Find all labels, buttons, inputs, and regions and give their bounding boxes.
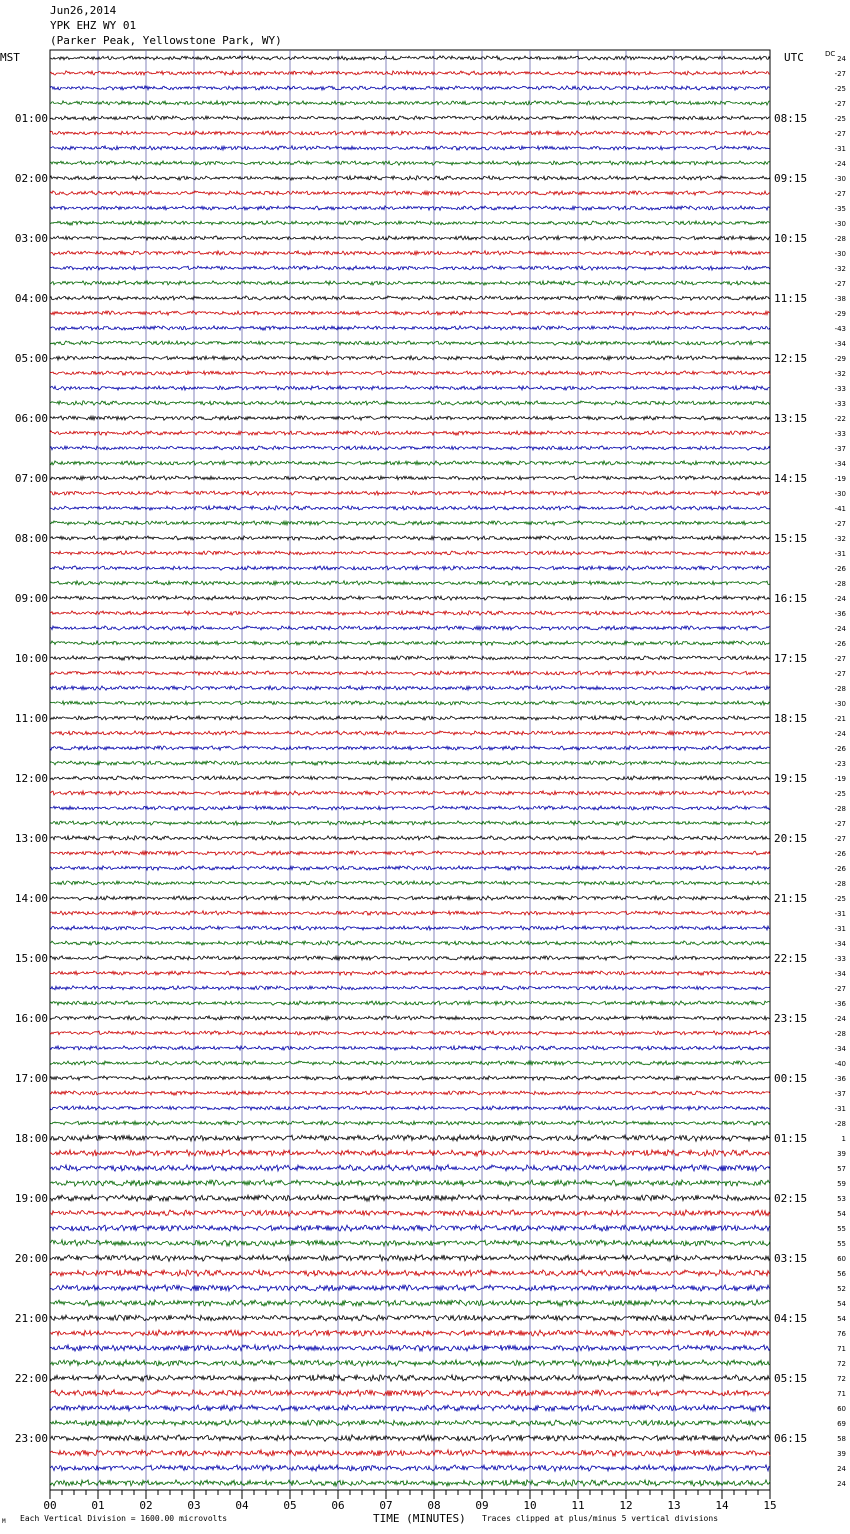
seismic-trace	[50, 221, 770, 225]
utc-hour-label: 08:15	[774, 112, 808, 125]
seismic-trace	[50, 671, 770, 675]
mst-hour-label: 05:00	[14, 352, 48, 365]
seismic-trace	[50, 551, 770, 555]
x-tick-label: 13	[667, 1499, 681, 1512]
x-tick-label: 08	[427, 1499, 441, 1512]
x-tick-label: 14	[715, 1499, 729, 1512]
seismic-trace	[50, 1390, 770, 1397]
dc-offset-value: -27	[834, 520, 846, 528]
seismic-trace	[50, 1150, 770, 1156]
utc-hour-label: 17:15	[774, 652, 808, 665]
utc-hour-label: 20:15	[774, 832, 808, 845]
mst-hour-label: 06:00	[14, 412, 48, 425]
dc-offset-value: 54	[837, 1300, 846, 1308]
seismic-trace	[50, 1001, 770, 1005]
seismic-trace	[50, 371, 770, 375]
dc-offset-value: 52	[837, 1285, 846, 1293]
seismic-trace	[50, 1225, 770, 1231]
dc-offset-value: -38	[834, 295, 846, 303]
seismic-trace	[50, 266, 770, 270]
seismic-trace	[50, 971, 770, 975]
seismic-trace	[50, 1016, 770, 1020]
x-tick-label: 07	[379, 1499, 393, 1512]
dc-offset-value: -25	[834, 895, 846, 903]
dc-offset-value: 57	[837, 1165, 846, 1173]
utc-hour-label: 02:15	[774, 1192, 808, 1205]
dc-offset-value: -27	[834, 985, 846, 993]
x-tick-label: 00	[43, 1499, 57, 1512]
dc-offset-value: -24	[834, 730, 846, 738]
seismic-trace	[50, 116, 770, 120]
location-label: (Parker Peak, Yellowstone Park, WY)	[50, 34, 282, 47]
seismic-trace	[50, 431, 770, 435]
seismic-trace	[50, 611, 770, 615]
seismic-trace	[50, 1091, 770, 1095]
dc-offset-value: -27	[834, 190, 846, 198]
seismic-trace	[50, 791, 770, 795]
seismic-trace	[50, 1076, 770, 1080]
mst-hour-label: 08:00	[14, 532, 48, 545]
dc-offset-value: -32	[834, 535, 846, 543]
seismic-trace	[50, 686, 770, 690]
seismic-trace	[50, 596, 770, 600]
dc-offset-value: 60	[837, 1405, 846, 1413]
dc-offset-value: -28	[834, 1120, 846, 1128]
seismic-trace	[50, 296, 770, 300]
mst-hour-label: 23:00	[14, 1432, 48, 1445]
seismic-trace	[50, 71, 770, 75]
seismic-trace	[50, 311, 770, 315]
seismic-trace	[50, 1360, 770, 1366]
dc-offset-value: -35	[834, 205, 846, 213]
dc-offset-value: -33	[834, 955, 846, 963]
dc-offset-value: 1	[841, 1135, 846, 1143]
seismic-trace	[50, 866, 770, 870]
utc-hour-label: 22:15	[774, 952, 808, 965]
seismic-trace	[50, 1315, 770, 1321]
dc-offset-value: -27	[834, 130, 846, 138]
seismic-trace	[50, 626, 770, 630]
dc-offset-value: -33	[834, 430, 846, 438]
seismic-trace	[50, 581, 770, 585]
mst-hour-label: 11:00	[14, 712, 48, 725]
dc-offset-value: -24	[834, 1015, 846, 1023]
seismic-trace	[50, 1031, 770, 1035]
mst-hour-label: 17:00	[14, 1072, 48, 1085]
x-tick-label: 15	[763, 1499, 777, 1512]
dc-offset-value: -25	[834, 85, 846, 93]
dc-offset-value: -33	[834, 400, 846, 408]
seismic-trace	[50, 341, 770, 345]
dc-offset-value: -21	[834, 715, 846, 723]
seismic-trace	[50, 881, 770, 885]
dc-offset-value: 60	[837, 1255, 846, 1263]
utc-hour-label: 23:15	[774, 1012, 808, 1025]
dc-offset-value: -30	[834, 490, 846, 498]
dc-offset-value: -40	[834, 1060, 846, 1068]
seismic-trace	[50, 401, 770, 405]
utc-hour-label: 09:15	[774, 172, 808, 185]
seismic-trace	[50, 521, 770, 525]
dc-offset-value: 59	[837, 1180, 846, 1188]
seismic-trace	[50, 1195, 770, 1201]
seismic-trace	[50, 941, 770, 945]
seismic-trace	[50, 1465, 770, 1471]
dc-offset-value: -28	[834, 235, 846, 243]
dc-offset-value: 54	[837, 1210, 846, 1218]
seismic-trace	[50, 86, 770, 90]
x-axis-label: TIME (MINUTES)	[373, 1512, 466, 1525]
utc-hour-label: 18:15	[774, 712, 808, 725]
seismic-trace	[50, 1255, 770, 1261]
dc-offset-value: 39	[837, 1450, 846, 1458]
seismic-trace	[50, 1210, 770, 1217]
seismic-trace	[50, 1405, 770, 1411]
seismic-trace	[50, 566, 770, 570]
dc-offset-value: -34	[834, 340, 846, 348]
seismic-trace	[50, 1135, 770, 1141]
utc-axis-title: UTC	[784, 51, 804, 64]
dc-offset-value: 71	[837, 1390, 846, 1398]
dc-offset-value: 71	[837, 1345, 846, 1353]
dc-offset-value: -25	[834, 115, 846, 123]
dc-offset-value: -34	[834, 940, 846, 948]
seismic-trace	[50, 416, 770, 420]
seismic-trace	[50, 1300, 770, 1307]
seismic-trace	[50, 506, 770, 510]
seismic-trace	[50, 701, 770, 705]
seismic-trace	[50, 56, 770, 60]
dc-offset-value: -37	[834, 445, 846, 453]
seismic-trace	[50, 1375, 770, 1381]
seismic-trace	[50, 836, 770, 840]
dc-offset-value: 24	[837, 1465, 846, 1473]
dc-offset-value: -26	[834, 865, 846, 873]
dc-offset-value: -33	[834, 385, 846, 393]
seismic-trace	[50, 896, 770, 900]
dc-offset-value: 55	[837, 1240, 846, 1248]
seismic-trace	[50, 1285, 770, 1291]
x-tick-label: 10	[523, 1499, 537, 1512]
utc-hour-label: 15:15	[774, 532, 808, 545]
dc-offset-value: -28	[834, 880, 846, 888]
dc-offset-value: -27	[834, 835, 846, 843]
seismic-trace	[50, 1450, 770, 1456]
dc-offset-value: -34	[834, 460, 846, 468]
dc-offset-value: 72	[837, 1360, 846, 1368]
mst-hour-label: 10:00	[14, 652, 48, 665]
seismic-trace	[50, 956, 770, 960]
seismic-trace	[50, 536, 770, 540]
seismic-trace	[50, 101, 770, 105]
dc-offset-value: -30	[834, 220, 846, 228]
seismic-trace	[50, 851, 770, 855]
mst-hour-label: 04:00	[14, 292, 48, 305]
seismic-trace	[50, 281, 770, 285]
mst-hour-label: 01:00	[14, 112, 48, 125]
seismic-trace	[50, 1046, 770, 1050]
dc-offset-value: 54	[837, 1315, 846, 1323]
dc-offset-value: 76	[837, 1330, 846, 1338]
station-label: YPK EHZ WY 01	[50, 19, 137, 32]
dc-offset-value: -23	[834, 760, 846, 768]
x-tick-label: 06	[331, 1499, 345, 1512]
mst-hour-label: 15:00	[14, 952, 48, 965]
mst-hour-label: 02:00	[14, 172, 48, 185]
seismic-trace	[50, 731, 770, 735]
seismic-trace	[50, 716, 770, 720]
seismic-trace	[50, 641, 770, 645]
seismic-trace	[50, 1165, 770, 1172]
seismic-trace	[50, 161, 770, 165]
dc-offset-value: -36	[834, 1075, 846, 1083]
x-tick-label: 09	[475, 1499, 489, 1512]
dc-offset-value: -30	[834, 250, 846, 258]
seismic-trace	[50, 1180, 770, 1186]
seismic-trace	[50, 1435, 770, 1442]
dc-offset-value: -43	[834, 325, 846, 333]
dc-offset-value: -28	[834, 1030, 846, 1038]
seismic-trace	[50, 1330, 770, 1336]
clip-note: Traces clipped at plus/minus 5 vertical divisions	[482, 1514, 719, 1523]
dc-offset-value: -31	[834, 1105, 846, 1113]
seismic-trace	[50, 131, 770, 135]
mst-hour-label: 19:00	[14, 1192, 48, 1205]
utc-hour-label: 16:15	[774, 592, 808, 605]
seismic-trace	[50, 821, 770, 825]
corner-mark: M	[2, 1518, 6, 1525]
seismic-trace	[50, 206, 770, 210]
x-tick-label: 05	[283, 1499, 297, 1512]
dc-offset-value: 69	[837, 1420, 846, 1428]
dc-offset-value: -37	[834, 1090, 846, 1098]
dc-offset-value: -28	[834, 805, 846, 813]
x-tick-label: 01	[91, 1499, 105, 1512]
seismic-trace	[50, 1345, 770, 1351]
seismic-trace	[50, 191, 770, 195]
seismic-trace	[50, 251, 770, 255]
dc-offset-value: -24	[834, 595, 846, 603]
dc-offset-value: 58	[837, 1435, 846, 1443]
seismic-trace	[50, 491, 770, 495]
seismic-trace	[50, 446, 770, 450]
mst-hour-label: 18:00	[14, 1132, 48, 1145]
dc-offset-value: -41	[834, 505, 846, 513]
seismic-trace	[50, 461, 770, 465]
utc-hour-label: 00:15	[774, 1072, 808, 1085]
dc-offset-value: -19	[834, 775, 846, 783]
dc-offset-value: -27	[834, 280, 846, 288]
dc-offset-value: 53	[837, 1195, 846, 1203]
dc-offset-value: -27	[834, 820, 846, 828]
seismic-trace	[50, 1106, 770, 1110]
dc-offset-value: -24	[834, 625, 846, 633]
utc-hour-label: 05:15	[774, 1372, 808, 1385]
seismic-trace	[50, 386, 770, 390]
utc-hour-label: 12:15	[774, 352, 808, 365]
dc-offset-value: 24	[837, 55, 846, 63]
mst-hour-label: 07:00	[14, 472, 48, 485]
seismic-trace	[50, 761, 770, 765]
date-label: Jun26,2014	[50, 4, 117, 17]
seismic-trace	[50, 911, 770, 915]
utc-hour-label: 11:15	[774, 292, 808, 305]
dc-offset-value: -31	[834, 550, 846, 558]
dc-offset-value: -31	[834, 925, 846, 933]
mst-hour-label: 13:00	[14, 832, 48, 845]
seismic-trace	[50, 356, 770, 360]
dc-offset-value: -27	[834, 655, 846, 663]
dc-offset-value: -32	[834, 370, 846, 378]
dc-offset-value: 39	[837, 1150, 846, 1158]
dc-offset-value: -30	[834, 175, 846, 183]
utc-hour-label: 14:15	[774, 472, 808, 485]
x-tick-label: 04	[235, 1499, 249, 1512]
seismic-trace	[50, 476, 770, 480]
mst-axis-title: MST	[0, 51, 20, 64]
seismic-trace	[50, 236, 770, 240]
dc-offset-value: -31	[834, 145, 846, 153]
dc-offset-value: -34	[834, 1045, 846, 1053]
x-tick-label: 02	[139, 1499, 153, 1512]
utc-hour-label: 06:15	[774, 1432, 808, 1445]
seismic-trace	[50, 1270, 770, 1277]
seismic-trace	[50, 926, 770, 930]
x-tick-label: 11	[571, 1499, 585, 1512]
utc-hour-label: 21:15	[774, 892, 808, 905]
utc-hour-label: 03:15	[774, 1252, 808, 1265]
seismic-trace	[50, 146, 770, 150]
scale-note: Each Vertical Division = 1600.00 microvolts	[20, 1514, 228, 1523]
dc-offset-value: -29	[834, 310, 846, 318]
seismic-trace	[50, 776, 770, 780]
dc-offset-value: -24	[834, 160, 846, 168]
dc-offset-value: -26	[834, 565, 846, 573]
dc-offset-value: -36	[834, 1000, 846, 1008]
dc-offset-value: -31	[834, 910, 846, 918]
mst-hour-label: 09:00	[14, 592, 48, 605]
dc-offset-value: -32	[834, 265, 846, 273]
dc-label: DC	[825, 50, 836, 58]
seismic-trace	[50, 1061, 770, 1065]
mst-hour-label: 22:00	[14, 1372, 48, 1385]
plot-frame	[50, 50, 770, 1490]
x-tick-label: 03	[187, 1499, 201, 1512]
seismic-trace	[50, 1240, 770, 1246]
dc-offset-value: 56	[837, 1270, 846, 1278]
dc-offset-value: 55	[837, 1225, 846, 1233]
seismic-trace	[50, 1480, 770, 1486]
dc-offset-value: -27	[834, 670, 846, 678]
mst-hour-label: 12:00	[14, 772, 48, 785]
seismic-trace	[50, 656, 770, 660]
dc-offset-value: -27	[834, 100, 846, 108]
utc-hour-label: 01:15	[774, 1132, 808, 1145]
utc-hour-label: 04:15	[774, 1312, 808, 1325]
mst-hour-label: 03:00	[14, 232, 48, 245]
seismic-trace	[50, 746, 770, 750]
dc-offset-value: -22	[834, 415, 846, 423]
seismic-trace	[50, 1121, 770, 1125]
dc-offset-value: -27	[834, 70, 846, 78]
mst-hour-label: 21:00	[14, 1312, 48, 1325]
dc-offset-value: -34	[834, 970, 846, 978]
mst-hour-label: 14:00	[14, 892, 48, 905]
dc-offset-value: -29	[834, 355, 846, 363]
dc-offset-value: 72	[837, 1375, 846, 1383]
dc-offset-value: -36	[834, 610, 846, 618]
x-tick-label: 12	[619, 1499, 633, 1512]
mst-hour-label: 16:00	[14, 1012, 48, 1025]
dc-offset-value: -30	[834, 700, 846, 708]
utc-hour-label: 19:15	[774, 772, 808, 785]
seismic-trace	[50, 326, 770, 330]
dc-offset-value: -25	[834, 790, 846, 798]
seismic-trace	[50, 806, 770, 810]
utc-hour-label: 13:15	[774, 412, 808, 425]
mst-hour-label: 20:00	[14, 1252, 48, 1265]
seismic-trace	[50, 986, 770, 990]
dc-offset-value: -28	[834, 685, 846, 693]
utc-hour-label: 10:15	[774, 232, 808, 245]
seismic-trace	[50, 176, 770, 180]
dc-offset-value: -26	[834, 640, 846, 648]
dc-offset-value: 24	[837, 1480, 846, 1488]
dc-offset-value: -26	[834, 745, 846, 753]
dc-offset-value: -19	[834, 475, 846, 483]
dc-offset-value: -28	[834, 580, 846, 588]
dc-offset-value: -26	[834, 850, 846, 858]
seismic-trace	[50, 1420, 770, 1426]
